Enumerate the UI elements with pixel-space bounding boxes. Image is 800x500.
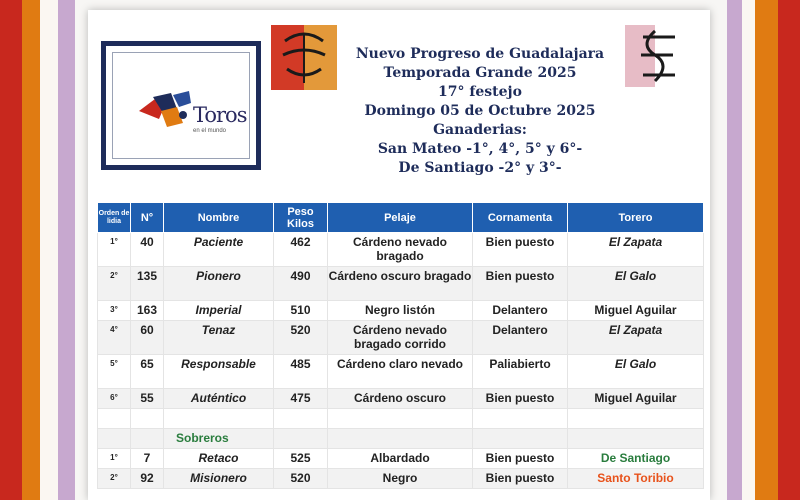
cell-pelaje: Negro	[328, 469, 473, 489]
border-stripe-lavender-left	[58, 0, 75, 500]
ganaderia-san-mateo: San Mateo -1°, 4°, 5° y 6°-	[377, 141, 583, 157]
cell-pelaje: Albardado	[328, 449, 473, 469]
pink-monogram-icon	[625, 25, 685, 87]
border-stripe-white-left	[40, 0, 58, 500]
event-number: 17° festejo	[438, 84, 522, 100]
cell-cornamenta: Bien puesto	[473, 469, 568, 489]
border-stripe-red-right	[778, 0, 800, 500]
border-stripe-lavender-right	[727, 0, 742, 500]
cell-num: 7	[131, 449, 164, 469]
cell-peso: 520	[274, 469, 328, 489]
cell-torero: El Zapata	[568, 321, 704, 355]
cell-nombre: Retaco	[164, 449, 274, 469]
cell-orden: 3°	[98, 301, 131, 321]
border-stripe-red-left	[0, 0, 22, 500]
cell-pelaje: Cárdeno claro nevado	[328, 355, 473, 389]
table-row	[98, 389, 704, 409]
cell-pelaje: Cárdeno nevado bragado	[328, 233, 473, 267]
sobreros-label: Sobreros	[164, 429, 274, 449]
season-title: Temporada Grande 2025	[383, 65, 577, 81]
cell-orden: 2°	[98, 267, 131, 301]
header-torero: Torero	[568, 203, 704, 233]
cell-pelaje: Negro listón	[328, 301, 473, 321]
cell-cornamenta: Delantero	[473, 321, 568, 355]
cell-cornamenta: Bien puesto	[473, 449, 568, 469]
cell-torero: El Zapata	[568, 233, 704, 267]
event-header	[340, 45, 620, 178]
table-header-row	[98, 203, 704, 233]
cell-num: 60	[131, 321, 164, 355]
cell-peso: 490	[274, 267, 328, 301]
cell-pelaje: Cárdeno nevado bragado corrido	[328, 321, 473, 355]
bull-logo-icon	[137, 89, 193, 133]
cell-peso: 520	[274, 321, 328, 355]
cell-orden: 6°	[98, 389, 131, 409]
cell-nombre: Pionero	[164, 267, 274, 301]
table-row	[98, 321, 704, 355]
logo-frame	[101, 41, 261, 170]
red-monogram-icon	[271, 25, 337, 90]
header-pelaje: Pelaje	[328, 203, 473, 233]
table-row	[98, 233, 704, 267]
cell-nombre: Paciente	[164, 233, 274, 267]
header-num: N°	[131, 203, 164, 233]
cell-nombre: Tenaz	[164, 321, 274, 355]
cell-peso: 462	[274, 233, 328, 267]
cell-num: 65	[131, 355, 164, 389]
spacer-row	[98, 409, 704, 429]
cell-torero: El Galo	[568, 355, 704, 389]
cell-torero: Miguel Aguilar	[568, 389, 704, 409]
logo-tagline: en el mundo	[193, 128, 227, 134]
cell-peso: 510	[274, 301, 328, 321]
cell-orden: 1°	[98, 449, 131, 469]
cell-peso: 475	[274, 389, 328, 409]
cell-cornamenta: Bien puesto	[473, 267, 568, 301]
table-row	[98, 267, 704, 301]
cell-orden: 1°	[98, 233, 131, 267]
venue-title: Nuevo Progreso de Guadalajara	[355, 46, 605, 62]
cell-nombre: Imperial	[164, 301, 274, 321]
cell-num: 135	[131, 267, 164, 301]
bulls-table	[97, 202, 704, 489]
sobreros-label-row	[98, 429, 704, 449]
cell-cornamenta: Bien puesto	[473, 233, 568, 267]
cell-pelaje: Cárdeno oscuro	[328, 389, 473, 409]
table-row	[98, 301, 704, 321]
logo-brand-text: Toros	[193, 103, 247, 127]
cell-orden: 5°	[98, 355, 131, 389]
cell-nombre: Responsable	[164, 355, 274, 389]
border-stripe-orange-left	[22, 0, 40, 500]
event-date: Domingo 05 de Octubre 2025	[364, 103, 596, 119]
cell-pelaje: Cárdeno oscuro bragado	[328, 267, 473, 301]
cell-torero: El Galo	[568, 267, 704, 301]
cell-nombre: Auténtico	[164, 389, 274, 409]
cell-num: 92	[131, 469, 164, 489]
header-nombre: Nombre	[164, 203, 274, 233]
cell-num: 40	[131, 233, 164, 267]
cell-torero: Miguel Aguilar	[568, 301, 704, 321]
cell-peso: 485	[274, 355, 328, 389]
header-orden: Orden de lidia	[98, 203, 131, 233]
cell-cornamenta: Bien puesto	[473, 389, 568, 409]
cell-num: 55	[131, 389, 164, 409]
cell-ganaderia: De Santiago	[568, 449, 704, 469]
logo-inner-border	[112, 52, 250, 159]
border-stripe-orange-right	[755, 0, 778, 500]
table-row	[98, 355, 704, 389]
cell-ganaderia: Santo Toribio	[568, 469, 704, 489]
cell-num: 163	[131, 301, 164, 321]
header-peso: Peso Kilos	[274, 203, 328, 233]
sobrero-row	[98, 449, 704, 469]
cell-cornamenta: Paliabierto	[473, 355, 568, 389]
cell-nombre: Misionero	[164, 469, 274, 489]
sobrero-row	[98, 469, 704, 489]
cell-peso: 525	[274, 449, 328, 469]
cell-cornamenta: Delantero	[473, 301, 568, 321]
header-cornamenta: Cornamenta	[473, 203, 568, 233]
ganaderias-label: Ganaderias:	[433, 122, 527, 138]
border-stripe-white-right	[742, 0, 755, 500]
ganaderia-de-santiago: De Santiago -2° y 3°-	[398, 160, 562, 176]
cell-orden: 4°	[98, 321, 131, 355]
cell-orden: 2°	[98, 469, 131, 489]
